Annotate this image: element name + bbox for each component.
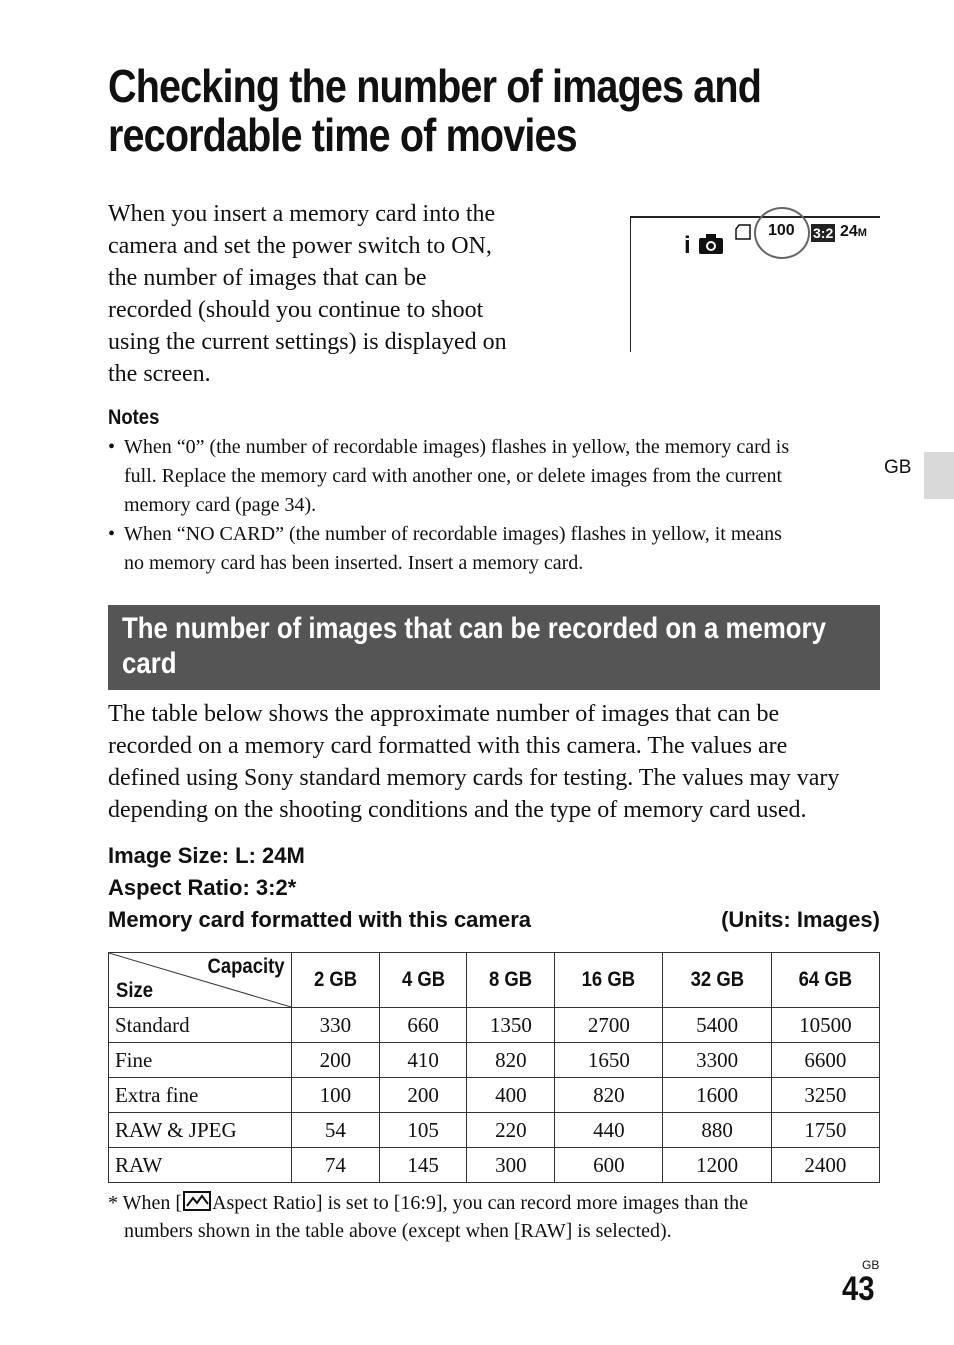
title-line: Checking the number of images and	[108, 60, 762, 112]
table-row	[109, 1008, 880, 1043]
table-row	[109, 1148, 880, 1183]
corner-header	[109, 953, 292, 1008]
row-label: Fine	[109, 1043, 292, 1078]
bullet-icon: •	[108, 523, 116, 545]
title-line: recordable time of movies	[108, 109, 577, 161]
table-row	[109, 1113, 880, 1148]
bullet-icon: •	[108, 436, 116, 458]
notes-list	[108, 433, 878, 578]
table-cell: 1600	[663, 1078, 771, 1113]
row-label: Standard	[109, 1008, 292, 1043]
table-row	[109, 1078, 880, 1113]
image-size-unit: M	[857, 227, 867, 239]
size-label: Size	[116, 979, 153, 1002]
table-cell: 74	[292, 1148, 380, 1183]
table-cell: 1350	[467, 1008, 555, 1043]
table-cell: 3250	[771, 1078, 879, 1113]
intro-line: using the current settings) is displayed on	[108, 329, 507, 355]
note-line: no memory card has been inserted. Insert a memory card.	[124, 552, 584, 574]
table-cell: 440	[555, 1113, 663, 1148]
footnote-line	[108, 1189, 888, 1217]
table-cell: 1650	[555, 1043, 663, 1078]
footnote-marker: *	[108, 1192, 118, 1214]
format-spec	[108, 907, 880, 933]
side-tab-label: GB	[884, 457, 912, 478]
camera-icon	[698, 233, 724, 255]
page-title	[108, 62, 779, 160]
note-item	[108, 520, 878, 578]
recordable-count: 100	[768, 222, 795, 239]
intro-line: the number of images that can be	[108, 265, 427, 291]
column-header: 16 GB	[555, 953, 663, 1008]
column-header: 32 GB	[663, 953, 771, 1008]
footnote	[108, 1189, 888, 1245]
table-cell: 6600	[771, 1043, 879, 1078]
screen-top-border	[630, 216, 880, 218]
table-cell: 880	[663, 1113, 771, 1148]
table-cell: 1750	[771, 1113, 879, 1148]
body-paragraph	[108, 698, 888, 826]
column-header: 2 GB	[292, 953, 380, 1008]
table-cell: 600	[555, 1148, 663, 1183]
table-cell: 330	[292, 1008, 380, 1043]
table-cell: 54	[292, 1113, 380, 1148]
section-title-line: The number of images that can be recorded on a memory	[122, 612, 826, 645]
table-cell: 1200	[663, 1148, 771, 1183]
table-cell: 820	[467, 1043, 555, 1078]
intro-line: camera and set the power switch to ON,	[108, 233, 492, 259]
table-cell: 5400	[663, 1008, 771, 1043]
units-label: (Units: Images)	[721, 907, 880, 932]
screen-left-border	[630, 216, 631, 352]
intro-line: the screen.	[108, 361, 211, 387]
intelligent-auto-label: i	[684, 232, 691, 259]
table-cell: 200	[379, 1078, 467, 1113]
table-cell: 220	[467, 1113, 555, 1148]
row-label: RAW	[109, 1148, 292, 1183]
column-header: 8 GB	[467, 953, 555, 1008]
row-label: RAW & JPEG	[109, 1113, 292, 1148]
body-line: depending on the shooting conditions and the type of memory card used.	[108, 797, 807, 823]
page-region-label: GB	[862, 1258, 880, 1272]
table-cell: 145	[379, 1148, 467, 1183]
image-size-indicator	[840, 223, 867, 241]
image-size-value: 24	[840, 223, 858, 240]
column-header: 4 GB	[379, 953, 467, 1008]
table-cell: 10500	[771, 1008, 879, 1043]
aspect-ratio-badge: 3:2	[813, 225, 834, 241]
footnote-line: numbers shown in the table above (except when [RAW] is selected).	[124, 1220, 672, 1242]
table-cell: 820	[555, 1078, 663, 1113]
body-line: defined using Sony standard memory cards for testing. The values may vary	[108, 765, 840, 791]
row-label: Extra fine	[109, 1078, 292, 1113]
intro-line: recorded (should you continue to shoot	[108, 297, 484, 323]
table-cell: 105	[379, 1113, 467, 1148]
intro-line: When you insert a memory card into the	[108, 201, 496, 227]
capacity-label: Capacity	[207, 955, 285, 978]
aspect-ratio-icon	[182, 1190, 212, 1212]
format-label: Memory card formatted with this camera	[108, 907, 532, 932]
table-cell: 2700	[555, 1008, 663, 1043]
table-cell: 200	[292, 1043, 380, 1078]
footnote-pre: When [	[122, 1192, 183, 1214]
body-line: recorded on a memory card formatted with this camera. The values are	[108, 733, 788, 759]
camera-screen-illustration	[630, 216, 880, 352]
note-line: full. Replace the memory card with another one, or delete images from the current	[124, 465, 783, 487]
note-line: memory card (page 34).	[124, 494, 317, 516]
notes-heading: Notes	[108, 406, 160, 429]
section-title-line: card	[122, 647, 177, 680]
table-cell: 3300	[663, 1043, 771, 1078]
table-cell: 410	[379, 1043, 467, 1078]
column-header: 64 GB	[771, 953, 879, 1008]
aspect-ratio-spec: Aspect Ratio: 3:2*	[108, 875, 297, 900]
table-cell: 660	[379, 1008, 467, 1043]
page-number: 43	[842, 1270, 875, 1308]
intro-paragraph	[108, 198, 548, 390]
table-cell: 2400	[771, 1148, 879, 1183]
footnote-post: Aspect Ratio] is set to [16:9], you can record more images than the	[212, 1192, 749, 1214]
table-header-row	[109, 953, 880, 1008]
note-line: When “NO CARD” (the number of recordable images) flashes in yellow, it means	[124, 523, 782, 545]
capacity-table	[108, 952, 880, 1183]
image-size-spec: Image Size: L: 24M	[108, 843, 305, 868]
note-item	[108, 433, 878, 520]
table-cell: 100	[292, 1078, 380, 1113]
table-cell: 300	[467, 1148, 555, 1183]
table-cell: 400	[467, 1078, 555, 1113]
side-tab-marker	[924, 452, 954, 499]
table-row	[109, 1043, 880, 1078]
body-line: The table below shows the approximate number of images that can be	[108, 701, 780, 727]
section-heading	[108, 605, 880, 690]
note-line: When “0” (the number of recordable images) flashes in yellow, the memory card is	[124, 436, 790, 458]
memory-card-icon	[734, 224, 752, 240]
